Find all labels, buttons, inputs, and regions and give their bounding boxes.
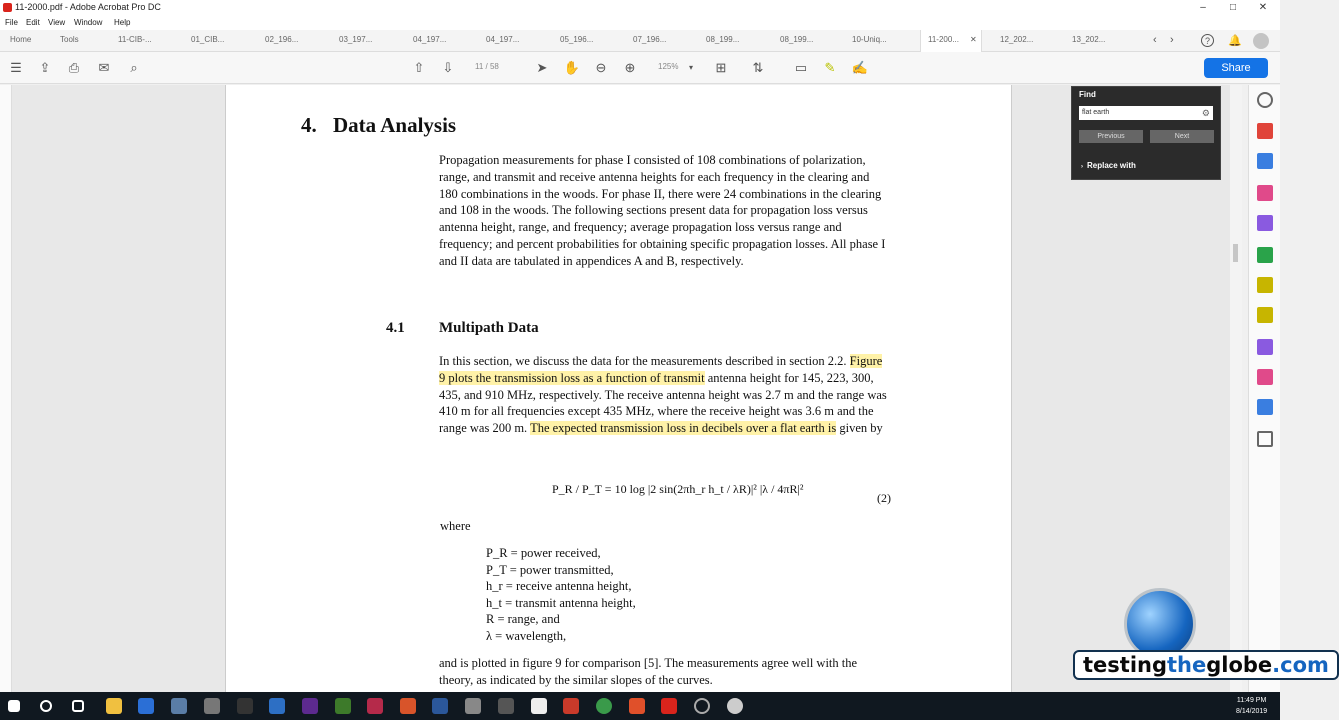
comment-icon[interactable]: ▭ xyxy=(794,60,808,75)
equation-number: (2) xyxy=(877,491,891,505)
more-tools-icon[interactable] xyxy=(1257,431,1273,447)
comment-tool-icon[interactable] xyxy=(1257,277,1273,293)
menu-file[interactable]: File xyxy=(5,18,18,27)
chevron-right-icon: › xyxy=(1081,164,1083,170)
create-pdf-icon[interactable] xyxy=(1257,123,1273,139)
menu-help[interactable]: Help xyxy=(114,18,131,27)
zoom-in-icon[interactable]: ⊕ xyxy=(624,60,636,75)
toolbar xyxy=(0,52,1280,84)
app-icon[interactable] xyxy=(335,698,351,714)
tab-doc[interactable]: 08_199... xyxy=(780,35,814,44)
tab-active-doc[interactable] xyxy=(920,30,982,52)
system-clock[interactable] xyxy=(1236,695,1267,717)
tab-doc[interactable]: 11-CIB-... xyxy=(118,35,152,44)
logo-text-c: globe xyxy=(1206,653,1273,677)
paragraph-multipath xyxy=(439,353,887,437)
search-icon[interactable] xyxy=(40,700,52,712)
app-icon[interactable] xyxy=(563,698,579,714)
acrobat-taskbar-icon[interactable] xyxy=(661,698,677,714)
page-thumbnails-icon[interactable]: ☰ xyxy=(10,60,22,75)
windows-start-icon[interactable] xyxy=(8,700,20,712)
help-icon[interactable]: ? xyxy=(1201,34,1214,47)
app-icon[interactable] xyxy=(465,698,481,714)
page-number-display[interactable]: 11 / 58 xyxy=(475,62,499,71)
tab-doc[interactable]: 04_197... xyxy=(413,35,447,44)
organize-pages-icon[interactable] xyxy=(1257,247,1273,263)
avatar[interactable] xyxy=(1253,33,1269,49)
chrome-icon[interactable] xyxy=(596,698,612,714)
next-page-icon[interactable]: ⇩ xyxy=(442,60,454,75)
zoom-tool-icon[interactable] xyxy=(1257,92,1273,108)
bell-icon[interactable]: 🔔 xyxy=(1228,35,1242,47)
zoom-out-icon[interactable]: ⊖ xyxy=(595,60,607,75)
zoom-level[interactable]: 125% xyxy=(658,62,679,71)
definition-item: R = range, and xyxy=(486,612,560,627)
combine-files-icon[interactable] xyxy=(1257,215,1273,231)
tab-doc[interactable]: 07_196... xyxy=(633,35,667,44)
gear-icon[interactable]: ⚙ xyxy=(1201,108,1210,118)
sign-icon[interactable]: ✍ xyxy=(851,60,869,75)
app-icon[interactable] xyxy=(171,698,187,714)
menu-window[interactable]: Window xyxy=(74,18,103,27)
menu-view[interactable]: View xyxy=(48,18,66,27)
app-icon[interactable] xyxy=(694,698,710,714)
app-icon[interactable] xyxy=(400,698,416,714)
find-panel xyxy=(1071,86,1221,180)
hand-tool-icon[interactable]: ✋ xyxy=(563,60,581,75)
tab-doc[interactable]: 02_196... xyxy=(265,35,299,44)
equation: P_R / P_T = 10 log |2 sin(2πh_r h_t / λR)|² |λ / 4πR|² xyxy=(552,482,804,496)
find-title: Find xyxy=(1079,90,1096,99)
word-icon[interactable] xyxy=(432,698,448,714)
task-view-icon[interactable] xyxy=(72,700,84,712)
tab-doc[interactable]: 05_196... xyxy=(560,35,594,44)
chevron-left-icon[interactable]: ‹ xyxy=(1153,34,1157,46)
share-button[interactable] xyxy=(1204,58,1268,78)
app-icon[interactable] xyxy=(498,698,514,714)
upload-icon[interactable]: ⇪ xyxy=(39,60,51,75)
close-button[interactable]: ✕ xyxy=(1258,2,1268,13)
tab-label: 11-200... xyxy=(928,35,959,44)
app-icon[interactable] xyxy=(138,698,154,714)
edit-pdf-icon[interactable] xyxy=(1257,185,1273,201)
watermark-logo xyxy=(1073,650,1339,680)
definition-item: h_r = receive antenna height, xyxy=(486,579,632,594)
highlight-figure-ref: Figure 9 plots the transmission loss as a function of transmit xyxy=(439,354,883,385)
clock-time: 11:49 PM xyxy=(1236,697,1267,704)
taskbar xyxy=(0,692,1280,720)
definition-item: λ = wavelength, xyxy=(486,628,567,643)
chevron-right-icon[interactable]: › xyxy=(1170,34,1174,46)
title-bar xyxy=(0,0,1280,16)
search-match-highlight: The expected transmission loss in decibels over a flat earth is xyxy=(530,421,837,436)
tab-doc[interactable]: 12_202... xyxy=(1000,35,1034,44)
menu-bar xyxy=(0,16,1280,30)
app-icon[interactable] xyxy=(531,698,547,714)
replace-label: Replace with xyxy=(1087,161,1136,170)
tab-doc[interactable]: 10-Uniq... xyxy=(852,35,887,44)
scrollbar-thumb[interactable] xyxy=(1233,244,1238,262)
subsection-title: Multipath Data xyxy=(439,320,539,336)
select-cursor-icon[interactable]: ➤ xyxy=(536,60,548,75)
find-input[interactable] xyxy=(1079,106,1213,120)
tab-home[interactable]: Home xyxy=(10,35,32,44)
find-query: flat earth xyxy=(1082,109,1110,116)
clock-date: 8/14/2019 xyxy=(1236,708,1268,715)
tab-doc[interactable]: 01_CIB... xyxy=(191,35,225,44)
highlighter-icon[interactable]: ✎ xyxy=(824,60,836,75)
tools-pane xyxy=(1248,85,1280,692)
fill-sign-icon[interactable] xyxy=(1257,307,1273,323)
section-title: Data Analysis xyxy=(333,113,457,137)
section-heading xyxy=(301,113,456,138)
logo-text-b: the xyxy=(1167,653,1207,677)
text-span: given by xyxy=(839,421,883,436)
chevron-down-icon[interactable]: ▾ xyxy=(688,63,693,72)
tab-bar xyxy=(0,30,1280,52)
window-title: 11-2000.pdf - Adobe Acrobat Pro DC xyxy=(15,2,161,12)
logo-text-a: testing xyxy=(1083,653,1167,677)
app-icon[interactable] xyxy=(237,698,253,714)
mail-icon[interactable]: ✉ xyxy=(98,60,110,75)
print-icon[interactable]: ⎙ xyxy=(68,60,80,75)
app-icon[interactable] xyxy=(302,698,318,714)
definition-list xyxy=(486,545,636,645)
app-icon[interactable] xyxy=(367,698,383,714)
tab-doc[interactable]: 03_197... xyxy=(339,35,373,44)
maximize-button[interactable]: □ xyxy=(1229,2,1237,13)
app-icon[interactable] xyxy=(269,698,285,714)
minimize-button[interactable]: – xyxy=(1200,2,1206,13)
scroll-mode-icon[interactable]: ⇅ xyxy=(752,60,764,75)
paragraph-intro: Propagation measurements for phase I consisted of 108 combinations of polarization, range, and transmit and receive antenna heights for each frequency in the clearing and 180 combinations in the woods. For phase II, there were 24 combinations in the clearing and 108 in the woods. The following sections present data for propagation loss versus antenna height, range, and frequency; average propagation loss versus range and frequency; and percent probabilities for obtaining specific propagation losses. All phase I and II data are tabulated in appendices A and B, respectively. xyxy=(439,153,886,268)
tab-tools[interactable]: Tools xyxy=(60,35,79,44)
where-label: where xyxy=(440,519,471,533)
find-previous-button[interactable]: Previous xyxy=(1079,130,1143,143)
replace-with-toggle[interactable] xyxy=(1081,161,1136,170)
send-signature-icon[interactable] xyxy=(1257,339,1273,355)
text-span: antenna height for 145, 223, 300, 435, and 910 MHz, respectively. The receive antenna height was 2.7 m and the range was 410 m for all frequencies except 435 MHz, where the receive height was 3.6 m and the range was 200 m. xyxy=(439,370,887,436)
definition-item: h_t = transmit antenna height, xyxy=(486,595,636,610)
text-span: In this section, we discuss the data for the measurements described in section 2.2. xyxy=(439,354,847,368)
vertical-scrollbar[interactable] xyxy=(1230,85,1242,692)
protect-icon[interactable] xyxy=(1257,369,1273,385)
definition-item: P_T = power transmitted, xyxy=(486,562,614,577)
export-pdf-icon[interactable] xyxy=(1257,153,1273,169)
tab-doc[interactable]: 08_199... xyxy=(706,35,740,44)
paragraph-conclusion: and is plotted in figure 9 for comparison [5]. The measurements agree well with the theory, as indicated by the similar slopes of the curves. xyxy=(439,656,858,687)
share-label: Share xyxy=(1221,62,1251,74)
previous-page-icon[interactable]: ⇧ xyxy=(413,60,425,75)
logo-text-d: .com xyxy=(1272,653,1329,677)
menu-edit[interactable]: Edit xyxy=(26,18,40,27)
tab-doc[interactable]: 13_202... xyxy=(1072,35,1106,44)
fit-page-icon[interactable]: ⊞ xyxy=(715,60,727,75)
left-collapse-strip[interactable] xyxy=(0,85,12,692)
file-explorer-icon[interactable] xyxy=(106,698,122,714)
definition-item: P_R = power received, xyxy=(486,546,601,560)
app-icon[interactable] xyxy=(727,698,743,714)
search-icon[interactable]: ⌕ xyxy=(130,60,138,75)
section-number: 4. xyxy=(301,113,317,137)
subsection-number: 4.1 xyxy=(386,320,405,336)
find-next-button[interactable]: Next xyxy=(1150,130,1214,143)
app-icon[interactable] xyxy=(204,698,220,714)
acrobat-icon xyxy=(3,3,12,12)
shield-icon[interactable] xyxy=(1257,399,1273,415)
close-tab-icon[interactable]: ✕ xyxy=(970,35,977,44)
app-icon[interactable] xyxy=(629,698,645,714)
tab-doc[interactable]: 04_197... xyxy=(486,35,520,44)
